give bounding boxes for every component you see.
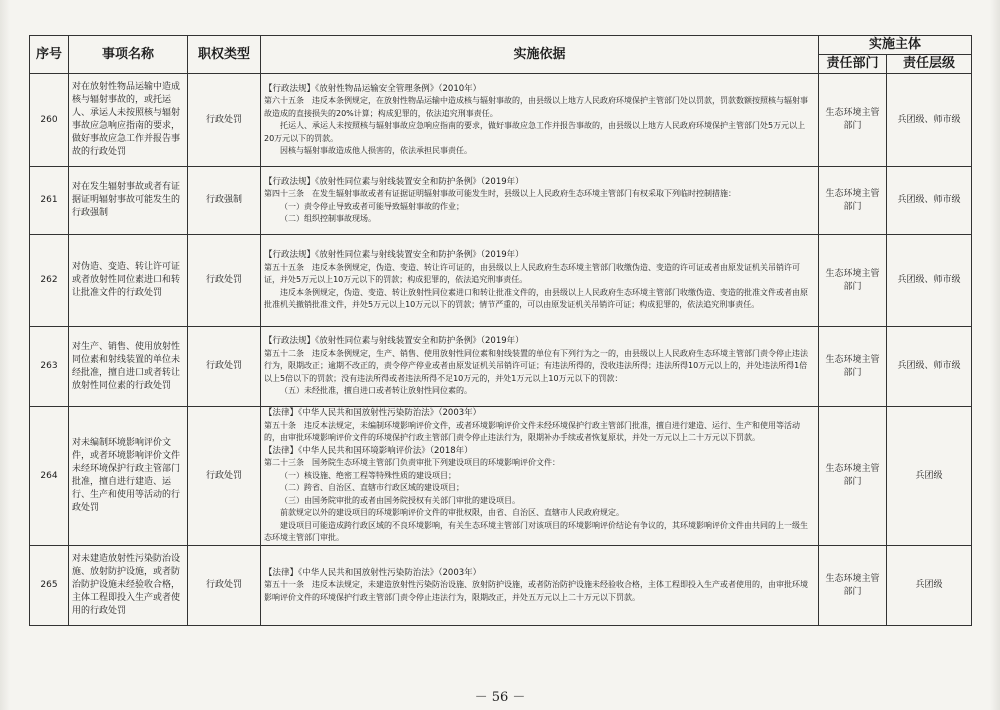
basis-clause: 第四十三条 在发生辐射事故或者有证据证明辐射事故可能发生时，县级以上人民政府生态环境主管部门有权采取下列临时控制措施： [264,189,736,198]
authority-type: 行政处罚 [188,407,261,546]
responsible-department: 生态环境主管部门 [819,235,887,327]
authority-type: 行政处罚 [188,327,261,407]
responsible-department: 生态环境主管部门 [819,407,887,546]
basis-clause: 第六十五条 违反本条例规定，在放射性物品运输中造成核与辐射事故的，由县级以上地方人民政府环境保护主管部门处以罚款，罚款数额按照核与辐射事故造成的直接损失的20%计算；构成犯罪的，依法追究刑事责任。 [264,96,808,118]
row-number: 264 [30,407,69,546]
basis-clause: 第五十二条 违反本条例规定，生产、销售、使用放射性同位素和射线装置的单位有下列行为之一的，由县级以上人民政府生态环境主管部门责令停止违法行为，限期改正；逾期不改正的，责令停产停业或者由原发证机关吊销许可证；有违法所得的，没收违法所得；违法所得10万元以上的，并处违法所得1倍以上5倍以下的罚款；没有违法所得或者违法所得不足10万元的，并处1万元以上10万元以下的罚款： [264,348,808,383]
basis-source: 【法律】《中华人民共和国环境影响评价法》（2018年） [264,445,473,456]
authority-type: 行政处罚 [188,235,261,327]
authority-type: 行政处罚 [188,546,261,626]
item-name: 对生产、销售、使用放射性同位素和射线装置的单位未经批准，擅自进口或者转让放射性同位素的行政处罚 [69,327,188,407]
row-number: 262 [30,235,69,327]
row-number: 261 [30,167,69,235]
legal-basis [261,235,819,327]
basis-clause: 第二十三条 国务院生态环境主管部门负责审批下列建设项目的环境影响评价文件： [264,458,560,468]
table-row [30,407,972,546]
row-number: 263 [30,327,69,407]
header-name: 事项名称 [69,36,188,74]
page-number: － 56 － [474,690,526,705]
basis-clause: 第五十一条 违反本法规定，未建造放射性污染防治设施、放射防护设施，或者防治防护设施未经验收合格，主体工程即投入生产或者使用的，由审批环境影响评价文件的环境保护行政主管部门责令停止违法行为，限期改正，并处五万元以上二十万元以下罚款。 [264,580,808,602]
responsible-level: 兵团级、师市级 [887,167,972,235]
row-number: 260 [30,74,69,167]
legal-basis [261,74,819,167]
basis-source: 【法律】《中华人民共和国放射性污染防治法》（2003年） [264,567,482,578]
legal-basis [261,167,819,235]
basis-source: 【行政法规】《放射性同位素与射线装置安全和防护条例》（2019年） [264,336,524,347]
basis-clause: （一）责令停止导致或者可能导致辐射事故的作业； [280,201,464,211]
basis-clause: 因核与辐射事故造成他人损害的，依法承担民事责任。 [280,146,472,155]
header-type: 职权类型 [188,36,261,74]
authority-type: 行政强制 [188,167,261,235]
legal-basis [261,407,819,546]
header-subject: 实施主体 [819,36,972,55]
responsible-level: 兵团级 [887,407,972,546]
enforcement-table [29,35,972,626]
basis-clause: （三）由国务院审批的或者由国务院授权有关部门审批的建设项目。 [280,495,520,505]
basis-clause: 违反本条例规定，伪造、变造、转让放射性同位素进口和转让批准文件的，由县级以上人民政府生态环境主管部门收缴伪造、变造的批准文件或者由原批准机关撤销批准文件，并处5万元以上10万元以下的罚款；情节严重的，可以由原发证机关吊销许可证；构成犯罪的，依法追究刑事责任。 [264,287,808,310]
authority-type: 行政处罚 [188,74,261,167]
basis-source: 【行政法规】《放射性物品运输安全管理条例》（2010年） [264,83,482,94]
basis-clause: 前款规定以外的建设项目的环境影响评价文件的审批权限，由省、自治区、直辖市人民政府规定。 [280,508,624,518]
item-name: 对在放射性物品运输中造成核与辐射事故的，或托运人、承运人未按照核与辐射事故应急响应指南的要求，做好事故应急工作并报告事故的行政处罚 [69,74,188,167]
legal-basis [261,327,819,407]
basis-clause: 第五十条 违反本法规定，未编制环境影响评价文件，或者环境影响评价文件未经环境保护行政主管部门批准，擅自进行建造、运行、生产和使用等活动的，由审批环境影响评价文件的环境保护行政主管部门责令停止违法行为，限期补办手续或者恢复原状，并处一万元以上二十万元以下罚款。 [264,420,800,443]
header-no: 序号 [30,36,69,74]
basis-clause: （二）组织控制事故现场。 [280,214,376,223]
header-level: 责任层级 [887,55,972,74]
basis-clause: 建设项目可能造成跨行政区域的不良环境影响，有关生态环境主管部门对该项目的环境影响评价结论有争议的，其环境影响评价文件由共同的上一级生态环境主管部门审批。 [264,520,808,543]
basis-clause: 托运人、承运人未按照核与辐射事故应急响应指南的要求，做好事故应急工作并报告事故的，由县级以上地方人民政府环境保护主管部门处5万元以上20万元以下的罚款。 [264,121,806,143]
basis-source: 【行政法规】《放射性同位素与射线装置安全和防护条例》（2019年） [264,250,524,261]
item-name: 对未建造放射性污染防治设施、放射防护设施，或者防治防护设施未经验收合格，主体工程即投入生产或者使用的行政处罚 [69,546,188,626]
basis-clause: （五）未经批准，擅自进口或者转让放射性同位素的。 [280,386,472,396]
header-basis: 实施依据 [261,36,819,74]
table-row [30,235,972,327]
basis-clause: （一）核设施、绝密工程等特殊性质的建设项目； [280,470,456,480]
basis-source: 【法律】《中华人民共和国放射性污染防治法》（2003年） [264,408,482,419]
table-row [30,74,972,167]
basis-clause: （二）跨省、自治区、直辖市行政区域的建设项目； [280,483,464,493]
table-row [30,327,972,407]
responsible-level: 兵团级、师市级 [887,327,972,407]
item-name: 对伪造、变造、转让许可证或者放射性同位素进口和转让批准文件的行政处罚 [69,235,188,327]
basis-clause: 第五十五条 违反本条例规定，伪造、变造、转让许可证的，由县级以上人民政府生态环境主管部门收缴伪造、变造的许可证或者由原发证机关吊销许可证，并处5万元以上10万元以下的罚款；构成犯罪的，依法追究刑事责任。 [264,262,800,285]
responsible-department: 生态环境主管部门 [819,546,887,626]
item-name: 对未编制环境影响评价文件，或者环境影响评价文件未经环境保护行政主管部门批准，擅自进行建造、运行、生产和使用等活动的行政处罚 [69,407,188,546]
responsible-level: 兵团级 [887,546,972,626]
responsible-level: 兵团级、师市级 [887,74,972,167]
responsible-department: 生态环境主管部门 [819,167,887,235]
item-name: 对在发生辐射事故或者有证据证明辐射事故可能发生的行政强制 [69,167,188,235]
table-row [30,546,972,626]
row-number: 265 [30,546,69,626]
table-row [30,167,972,235]
responsible-department: 生态环境主管部门 [819,327,887,407]
responsible-department: 生态环境主管部门 [819,74,887,167]
basis-source: 【行政法规】《放射性同位素与射线装置安全和防护条例》（2019年） [264,176,524,187]
legal-basis [261,546,819,626]
header-dept: 责任部门 [819,55,887,74]
responsible-level: 兵团级、师市级 [887,235,972,327]
